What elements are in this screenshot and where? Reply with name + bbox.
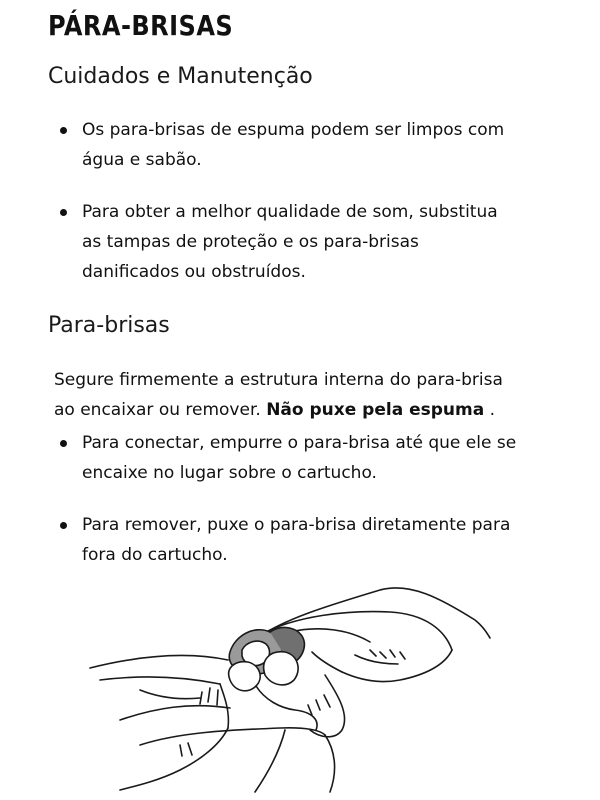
care-heading: Cuidados e Manutenção bbox=[48, 64, 313, 89]
intro-end: . bbox=[489, 400, 496, 420]
list-item: Os para-brisas de espuma podem ser limpos com água e sabão. bbox=[0, 115, 600, 175]
care-bullet-list bbox=[0, 115, 600, 287]
hands-windscreen-illustration bbox=[80, 580, 500, 795]
windscreen-heading: Para-brisas bbox=[48, 313, 170, 338]
list-item: Para conectar, empurre o para-brisa até que ele se encaixe no lugar sobre o cartucho. bbox=[0, 428, 600, 488]
windscreen-intro bbox=[54, 365, 524, 425]
windscreen-bullet-list bbox=[0, 428, 600, 564]
list-item: Para remover, puxe o para-brisa diretamente para fora do cartucho. bbox=[0, 510, 600, 564]
intro-warning: Não puxe pela espuma bbox=[266, 400, 485, 420]
list-item: Para obter a melhor qualidade de som, substitua as tampas de proteção e os para-brisas danificados ou obstruídos. bbox=[0, 197, 600, 287]
page-title: PÁRA-BRISAS bbox=[48, 9, 234, 42]
intro-text: Segure firmemente a estrutura interna do para-brisa ao encaixar ou remover. bbox=[54, 370, 503, 420]
